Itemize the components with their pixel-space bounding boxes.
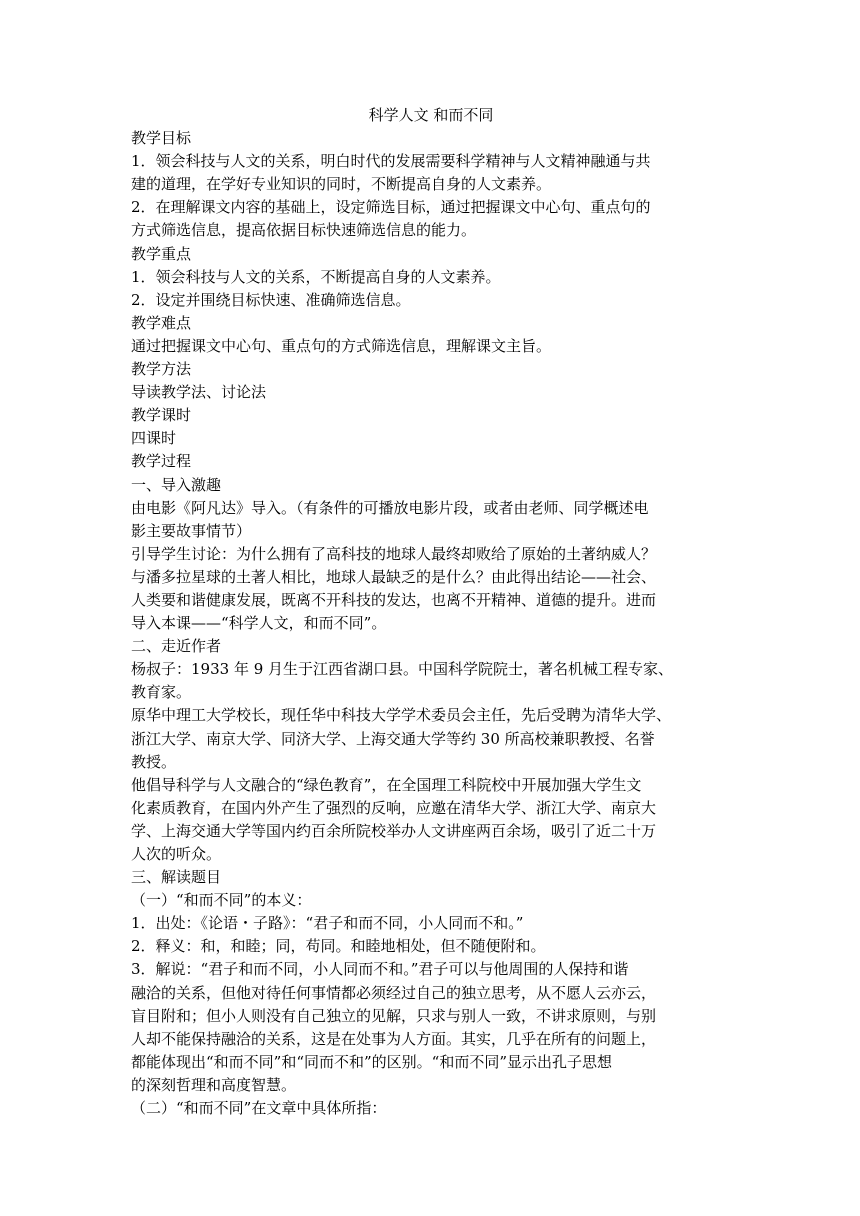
text-line: 教学课时 (131, 406, 192, 425)
text-line: 教学方法 (131, 360, 192, 379)
text-line: 人次的听众。 (131, 845, 222, 863)
text-line: 杨叔子：1933 年 9 月生于江西省湖口县。中国科学院院士，著名机械工程专家、 (131, 660, 674, 679)
text-line: 教学重点 (131, 244, 192, 263)
text-line: 他倡导科学与人文融合的“绿色教育”，在全国理工科院校中开展加强大学生文 (131, 775, 642, 794)
text-line: 教学难点 (131, 313, 192, 332)
text-line: 影主要故事情节） (131, 521, 252, 540)
text-line: 三、解读题目 (131, 868, 222, 887)
text-line: 化素质教育，在国内外产生了强烈的反响，应邀在清华大学、浙江大学、南京大 (131, 798, 657, 817)
text-line: 3．解说：“君子和而不同，小人同而不和。”君子可以与他周围的人保持和谐 (131, 960, 629, 979)
text-line: 人却不能保持融洽的关系，这是在处事为人方面。其实，几乎在所有的问题上， (131, 1029, 657, 1048)
text-line: 2．设定并围绕目标快速、准确筛选信息。 (131, 290, 411, 309)
document-title: 科学人文 和而不同 (368, 106, 494, 124)
text-line: 四课时 (131, 429, 177, 448)
text-line: 浙江大学、南京大学、同济大学、上海交通大学等约 30 所高校兼职教授、名誉 (131, 729, 655, 748)
document-body (131, 127, 731, 1120)
text-line: 教学目标 (131, 129, 192, 148)
text-line: 导入本课——“科学人文，和而不同”。 (131, 614, 387, 633)
text-line: 一、导入激趣 (131, 475, 222, 494)
text-line: 2．在理解课文内容的基础上，设定筛选目标，通过把握课文中心句、重点句的 (131, 198, 651, 217)
text-line: 都能体现出“和而不同”和“同而不和”的区别。“和而不同”显示出孔子思想 (131, 1052, 613, 1071)
text-line: 1．领会科技与人文的关系，不断提高自身的人文素养。 (131, 267, 501, 286)
text-line: 与潘多拉星球的土著人相比，地球人最缺乏的是什么？由此得出结论——社会、 (131, 567, 657, 586)
text-line: （二）“和而不同”在文章中具体所指： (131, 1099, 387, 1118)
text-line: 1．出处：《论语・子路》：“君子和而不同，小人同而不和。” (131, 914, 524, 933)
text-line: 1．领会科技与人文的关系，明白时代的发展需要科学精神与人文精神融通与共 (131, 152, 651, 171)
text-line: 2．释义：和，和睦；同，苟同。和睦地相处，但不随便附和。 (131, 937, 546, 956)
text-line: 引导学生讨论：为什么拥有了高科技的地球人最终却败给了原始的土著纳威人？ (131, 544, 657, 563)
text-line: 教学过程 (131, 452, 192, 471)
text-line: 建的道理，在学好专业知识的同时，不断提高自身的人文素养。 (131, 175, 552, 194)
text-line: 盲目附和；但小人则没有自己独立的见解，只求与别人一致，不讲求原则，与别 (131, 1006, 657, 1025)
text-line: 人类要和谐健康发展，既离不开科技的发达，也离不开精神、道德的提升。进而 (131, 590, 657, 609)
text-line: 二、走近作者 (131, 637, 222, 656)
text-line: 教授。 (131, 752, 177, 771)
text-line: 融洽的关系，但他对待任何事情都必须经过自己的独立思考，从不愿人云亦云， (131, 983, 657, 1002)
text-line: 方式筛选信息，提高依据目标快速筛选信息的能力。 (131, 221, 477, 240)
text-line: 导读教学法、讨论法 (131, 383, 267, 402)
text-line: 学、上海交通大学等国内约百余所院校举办人文讲座两百余场，吸引了近二十万 (131, 821, 657, 840)
text-line: 原华中理工大学校长，现任华中科技大学学术委员会主任，先后受聘为清华大学、 (131, 706, 672, 725)
text-line: （一）“和而不同”的本义： (131, 891, 312, 910)
document-page (131, 104, 731, 1120)
text-line: 由电影《阿凡达》导入。（有条件的可播放电影片段，或者由老师、同学概述电 (131, 498, 649, 517)
text-line: 教育家。 (131, 683, 192, 702)
text-line: 的深刻哲理和高度智慧。 (131, 1075, 297, 1094)
text-line: 通过把握课文中心句、重点句的方式筛选信息，理解课文主旨。 (131, 336, 552, 355)
